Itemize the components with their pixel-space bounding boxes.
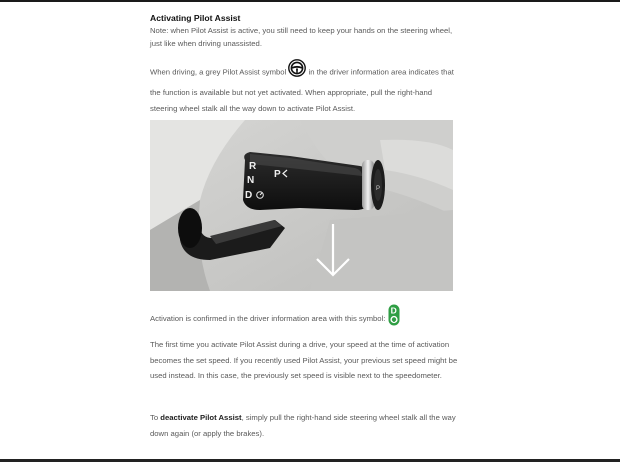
badge-letter: D xyxy=(390,305,397,316)
gear-letter-d: D xyxy=(245,190,253,201)
gear-letter-r: R xyxy=(249,161,257,172)
deactivate-paragraph xyxy=(150,410,460,441)
note-paragraph: Note: when Pilot Assist is active, you still need to keep your hands on the steering wheel, just like when driving unassisted. xyxy=(150,26,453,48)
steering-wheel-icon xyxy=(288,59,306,84)
symbol-text-before: When driving, a grey Pilot Assist symbol xyxy=(150,67,287,77)
deactivate-prefix: To xyxy=(150,413,159,422)
confirm-paragraph xyxy=(150,305,460,333)
gear-letter-n: N xyxy=(247,175,255,186)
set-speed-paragraph: The first time you activate Pilot Assist during a drive, your speed at the time of activation becomes the set speed. If you recently used Pilot Assist, your previous set speed might be used instead. In this case, the previously set speed is visible next to the speedometer. xyxy=(150,340,458,381)
pilot-assist-active-badge xyxy=(388,304,400,332)
steering-stalk-photo xyxy=(150,120,453,291)
symbol-text-after: in the driver information area indicates that the function is available but not yet activated. When appropriate, pull the right-hand steering wheel stalk all the way down to activate Pilot Assist. xyxy=(150,67,454,113)
confirm-text: Activation is confirmed in the driver information area with this symbol: xyxy=(150,314,386,324)
svg-text:P: P xyxy=(376,186,381,192)
section-heading: Activating Pilot Assist xyxy=(150,13,241,23)
symbol-paragraph xyxy=(150,60,460,118)
deactivate-bold: deactivate Pilot Assist xyxy=(160,413,242,422)
park-label: P xyxy=(274,169,281,180)
article xyxy=(150,12,460,438)
deactivate-suffix: , simply pull the right-hand side steering wheel stalk all the way down again (or apply the brakes). xyxy=(150,413,456,438)
top-divider xyxy=(0,0,620,2)
